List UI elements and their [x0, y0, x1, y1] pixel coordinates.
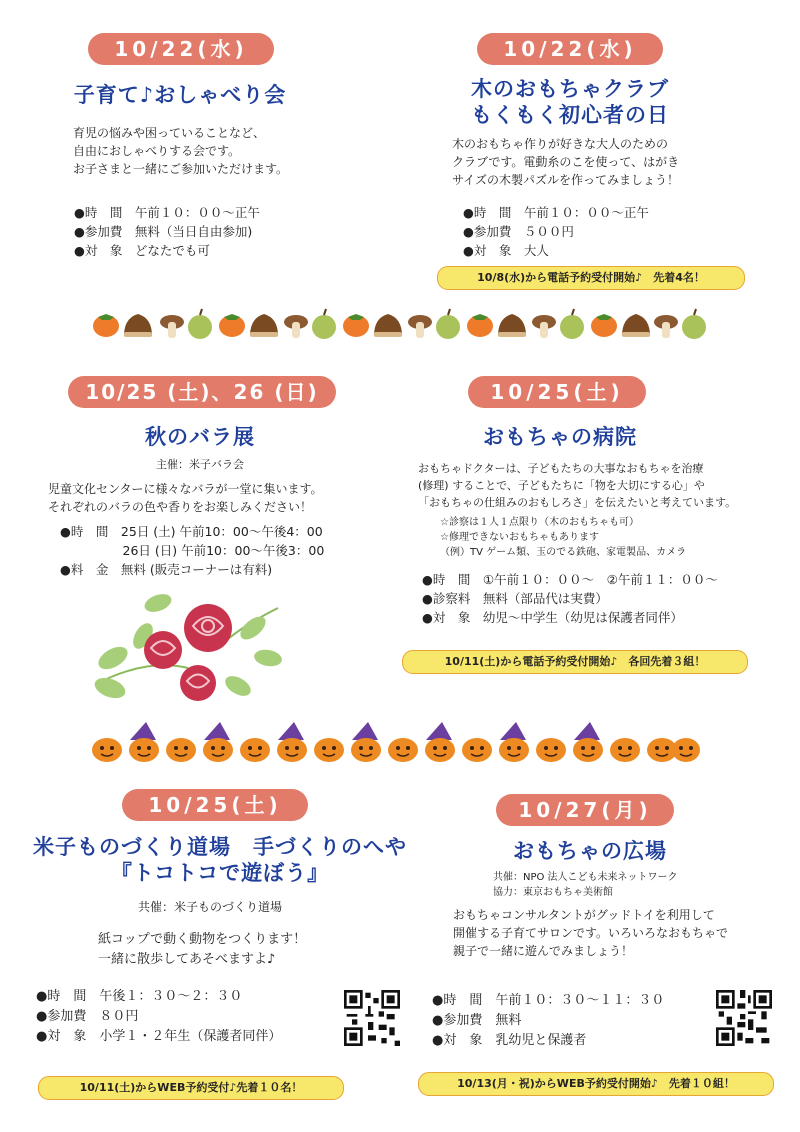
event6-title: おもちゃの広場 [513, 839, 667, 863]
persimmon-icon [93, 314, 119, 337]
event4-note-line: （例）TV ゲーム類、玉のでる鉄砲、家電製品、カメラ [440, 547, 687, 558]
jack-o-lantern-icon [240, 738, 270, 762]
event6-info-line: ●時 間 午前１０：３０〜１１：３０ [432, 993, 665, 1008]
event2-desc-line: 木のおもちゃ作りが好きな大人のための [452, 137, 669, 151]
event2-title [440, 76, 700, 128]
event4-info-line: ●診察料 無料（部品代は実費） [422, 591, 608, 606]
event1-info-line: ●時 間 午前１０：００〜正午 [74, 205, 260, 220]
event5-notice: 10/11(土)からWEB予約受付♪先着１０名！ [38, 1076, 344, 1100]
event5-host: 共催：米子ものづくり道場 [137, 900, 282, 914]
jack-o-lantern-icon [388, 738, 418, 762]
event1-date-badge: 10/22(水) [88, 33, 274, 65]
pear-icon [436, 309, 460, 339]
event3-info-line: 26日 (日) 午前10：00〜午後3：00 [60, 543, 325, 558]
event2-info-line: ●参加費 ５００円 [463, 224, 574, 239]
event6-desc-line: 開催する子育てサロンです。いろいろなおもちゃで [453, 926, 729, 940]
persimmon-icon [343, 314, 369, 337]
pear-icon [682, 309, 706, 339]
mushroom-icon [532, 315, 556, 338]
event2-title-line: もくもく初心者の日 [471, 103, 669, 127]
jack-o-lantern-icon [610, 738, 640, 762]
event3-title: 秋のバラ展 [145, 425, 255, 449]
event2-notice: 10/8(水)から電話予約受付開始♪ 先着4名！ [437, 266, 745, 290]
pear-icon [188, 309, 212, 339]
halloween-decoration-row [92, 718, 702, 766]
event4-info-line: ●時 間 ①午前１０：００〜 ②午前１１：００〜 [422, 572, 718, 587]
event5-title-line: 『トコトコで遊ぼう』 [110, 861, 330, 885]
event3-desc-line: 児童文化センターに様々なバラが一堂に集います。 [48, 482, 323, 496]
event2-desc-line: サイズの木製パズルを作ってみましょう！ [452, 173, 680, 187]
chestnut-icon [622, 314, 650, 337]
event6-info-line: ●参加費 無料 [432, 1013, 522, 1028]
event1-info-line: ●対 象 どなたでも可 [74, 243, 210, 258]
persimmon-icon [219, 314, 245, 337]
event6-info-line: ●対 象 乳幼児と保護者 [432, 1033, 587, 1048]
roses-illustration [88, 588, 288, 713]
autumn-decoration-row [90, 306, 710, 342]
event4-note-line: ☆修理できないおもちゃもあります [440, 532, 599, 543]
event5-title-line: 米子ものづくり道場 手づくりのへや [33, 835, 407, 859]
event3-desc-line: それぞれのバラの色や香りをお楽しみください！ [48, 500, 313, 514]
event5-info-line: ●対 象 小学１・２年生（保護者同伴） [36, 1029, 282, 1044]
event3-host: 主催：米子バラ会 [156, 458, 244, 471]
event5-info [36, 987, 281, 1047]
event4-note-line: ☆診察は１人１点限り（木のおもちゃも可） [440, 517, 639, 528]
event6-info [432, 991, 664, 1051]
rose-icon [184, 604, 232, 652]
event2-desc-line: クラブです。電動糸のこを使って、はがき [452, 155, 680, 169]
mushroom-icon [284, 315, 308, 338]
event6-host-line: 共催：NPO 法人こども未来ネットワーク [493, 872, 678, 883]
event3-date-badge: 10/25 (土)、26 (日) [68, 376, 336, 408]
event2-info-line: ●対 象 大人 [463, 243, 549, 258]
event1-desc-line: 自由におしゃべりする会です。 [73, 144, 241, 158]
jack-o-lantern-icon [536, 738, 566, 762]
jack-o-lantern-icon [92, 738, 122, 762]
event2-info [463, 203, 649, 260]
jack-o-lantern-icon [499, 722, 529, 762]
event4-notes [440, 515, 760, 560]
jack-o-lantern-icon [314, 738, 344, 762]
event4-description [418, 460, 778, 511]
event4-info-line: ●対 象 幼児〜中学生（幼児は保護者同伴） [422, 610, 683, 625]
event3-description [48, 480, 388, 516]
jack-o-lantern-icon [462, 738, 492, 762]
event5-info-line: ●時 間 午後１：３０〜２：３０ [36, 989, 243, 1004]
jack-o-lantern-icon [129, 722, 159, 762]
event4-title: おもちゃの病院 [483, 425, 637, 449]
event5-desc-line: 紙コップで動く動物をつくります！ [98, 932, 307, 947]
event5-info-line: ●参加費 ８０円 [36, 1009, 139, 1024]
event6-desc-line: 親子で一緒に遊んでみましょう！ [453, 944, 634, 958]
event6-host-line: 協力：東京おもちゃ美術館 [493, 887, 613, 898]
jack-o-lantern-icon [203, 722, 233, 762]
event3-info-line: ●時 間 25日 (土) 午前10：00〜午後4：00 [60, 524, 323, 539]
event4-desc-line: (修理) することで、子どもたちに「物を大切にする心」や [418, 479, 705, 492]
event2-description [452, 135, 752, 189]
chestnut-icon [498, 314, 526, 337]
chestnut-icon [374, 314, 402, 337]
event6-notice: 10/13(月・祝)からWEB予約受付開始♪ 先着１０組！ [418, 1072, 774, 1096]
event4-desc-line: おもちゃドクターは、子どもたちの大事なおもちゃを治療 [418, 462, 704, 475]
mushroom-icon [408, 315, 432, 338]
event6-hosts [493, 870, 773, 900]
jack-o-lantern-icon [351, 722, 381, 762]
jack-o-lantern-icon [425, 722, 455, 762]
event6-desc-line: おもちゃコンサルタントがグッドトイを利用して [453, 908, 715, 922]
event4-date-badge: 10/25(土) [468, 376, 646, 408]
event1-description [73, 124, 373, 178]
event4-desc-line: 「おもちゃの仕組みのおもしろさ」を伝えたいと考えています。 [418, 496, 737, 509]
event5-date-badge: 10/25(土) [122, 789, 308, 821]
event5-title [20, 834, 420, 886]
jack-o-lantern-icon [573, 722, 603, 762]
event2-date-badge: 10/22(水) [477, 33, 663, 65]
event1-desc-line: 育児の悩みや困っていることなど、 [73, 126, 266, 140]
jack-o-lantern-icon [166, 738, 196, 762]
chestnut-icon [124, 314, 152, 337]
jack-o-lantern-icon [277, 722, 307, 762]
jack-o-lantern-icon [672, 738, 700, 762]
event1-desc-line: お子さまと一緒にご参加いただけます。 [73, 162, 289, 176]
pear-icon [312, 309, 336, 339]
event6-date-badge: 10/27(月) [496, 794, 674, 826]
qr-code-icon[interactable] [344, 990, 400, 1046]
event4-info [422, 570, 718, 627]
mushroom-icon [160, 315, 184, 338]
event6-description [453, 906, 773, 960]
rose-icon [180, 665, 216, 701]
event5-description [98, 930, 398, 970]
persimmon-icon [591, 314, 617, 337]
persimmon-icon [467, 314, 493, 337]
chestnut-icon [250, 314, 278, 337]
event1-info-line: ●参加費 無料（当日自由参加) [74, 224, 253, 239]
qr-code-icon[interactable] [716, 990, 772, 1046]
event1-title: 子育て♪おしゃべり会 [73, 83, 287, 107]
event1-info [74, 203, 260, 260]
mushroom-icon [654, 315, 678, 338]
pear-icon [560, 309, 584, 339]
event4-notice: 10/11(土)から電話予約受付開始♪ 各回先着３組！ [402, 650, 748, 674]
event3-info-line: ●料 金 無料 (販売コーナーは有料) [60, 562, 273, 577]
event5-desc-line: 一緒に散歩してあそべますよ♪ [98, 952, 276, 967]
event3-info [60, 522, 324, 579]
event2-title-line: 木のおもちゃクラブ [471, 77, 669, 101]
event2-info-line: ●時 間 午前１０：００〜正午 [463, 205, 649, 220]
rose-icon [144, 631, 182, 669]
